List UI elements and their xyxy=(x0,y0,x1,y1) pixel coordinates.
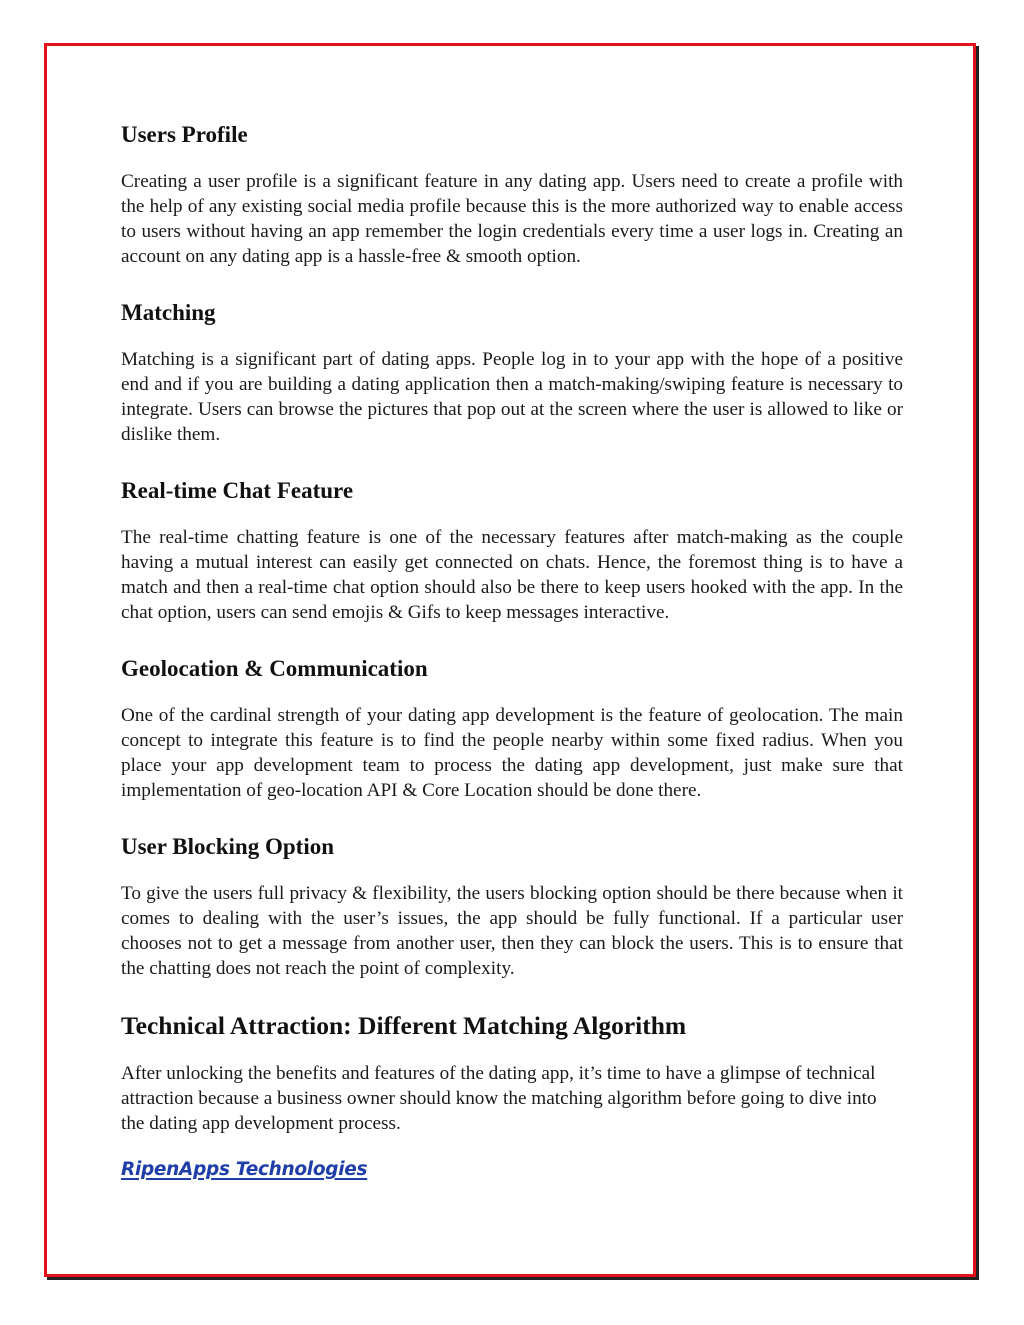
section-users-profile xyxy=(121,121,903,269)
section-heading: Real-time Chat Feature xyxy=(121,478,354,503)
section-paragraph: Creating a user profile is a significant feature in any dating app. Users need to create a profile with the help of any existing social media profile because this is the more authorized way to enable access to users without having an app remember the login credentials every time a user logs in. Creating an account on any dating app is a hassle-free & smooth option. xyxy=(121,171,903,267)
company-link[interactable]: RipenApps Technologies xyxy=(121,1159,368,1180)
section-paragraph: Matching is a significant part of dating apps. People log in to your app with the hope of a positive end and if you are building a dating application then a match-making/swiping feature is necessary to integrate. Users can browse the pictures that pop out at the screen where the user is allowed to like or dislike them. xyxy=(121,349,903,445)
section-heading: User Blocking Option xyxy=(121,834,334,859)
section-paragraph: After unlocking the benefits and features of the dating app, it’s time to have a glimpse of technical attraction because a business owner should know the matching algorithm before going to dive into the dating app development process. xyxy=(121,1063,877,1134)
section-heading: Matching xyxy=(121,300,216,325)
section-geolocation xyxy=(121,655,903,803)
section-heading: Technical Attraction: Different Matching Algorithm xyxy=(121,1011,687,1040)
section-heading: Geolocation & Communication xyxy=(121,656,428,681)
section-paragraph: One of the cardinal strength of your dating app development is the feature of geolocation. The main concept to integrate this feature is to find the people nearby within some fixed radius. When you place your app development team to process the dating app development, just make sure that implementation of geo-location API & Core Location should be done there. xyxy=(121,705,903,801)
section-user-blocking xyxy=(121,833,903,981)
section-technical-attraction xyxy=(121,1011,903,1136)
section-paragraph: To give the users full privacy & flexibility, the users blocking option should be there because when it comes to dealing with the user’s issues, the app should be fully functional. If a particular user chooses not to get a message from another user, then they can block the users. This is to ensure that the chatting does not reach the point of complexity. xyxy=(121,883,903,979)
document-content xyxy=(121,121,903,1180)
section-real-time-chat xyxy=(121,477,903,625)
section-paragraph: The real-time chatting feature is one of the necessary features after match-making as the couple having a mutual interest can easily get connected on chats. Hence, the foremost thing is to have a match and then a real-time chat option should also be there to keep users hooked with the app. In the chat option, users can send emojis & Gifs to keep messages interactive. xyxy=(121,527,903,623)
section-heading: Users Profile xyxy=(121,122,248,147)
section-matching xyxy=(121,299,903,447)
